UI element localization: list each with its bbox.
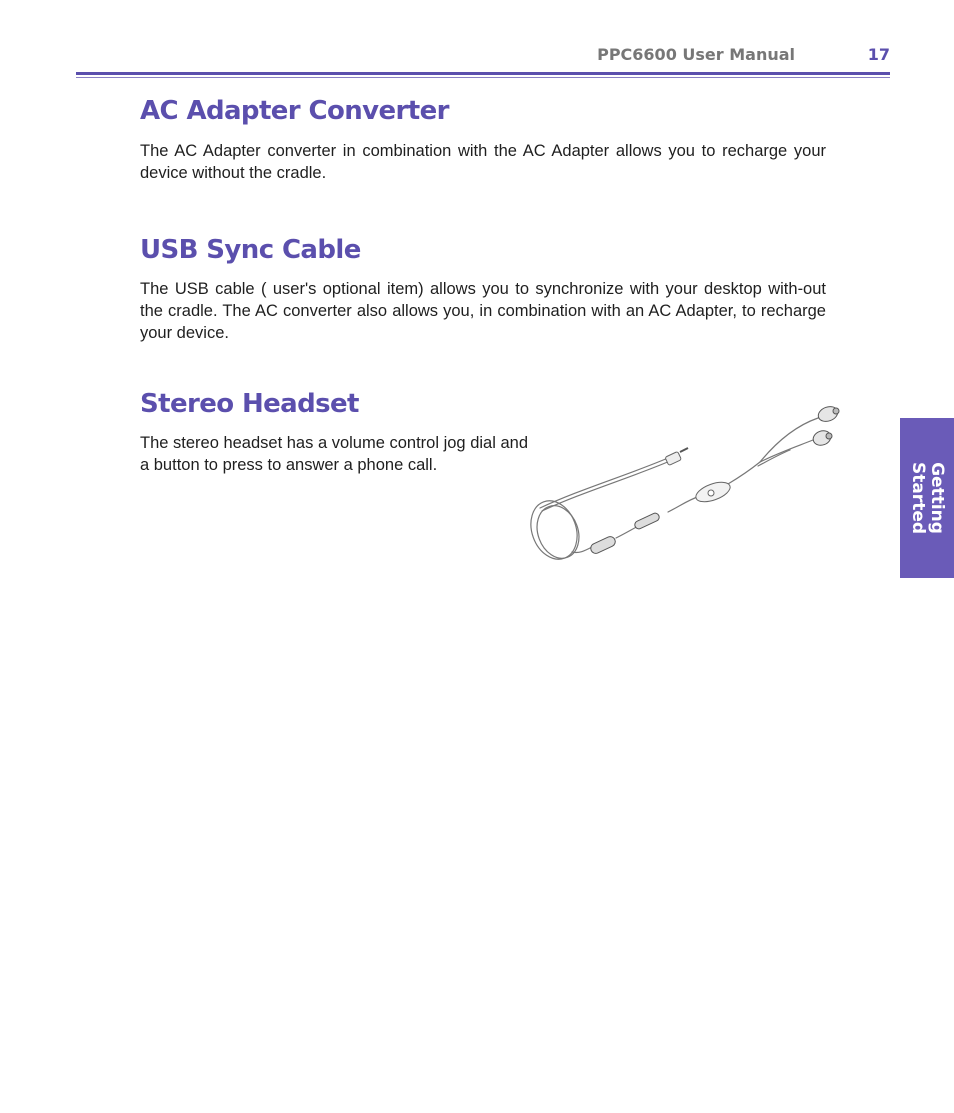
section-body-stereo-headset: The stereo headset has a volume control jog dial and a button to press to answer a phone call. (140, 434, 528, 474)
section-body-ac-adapter: The AC Adapter converter in combination with the AC Adapter allows you to recharge your device without the cradle. (140, 142, 826, 182)
header-rule (76, 72, 890, 75)
side-tab-label: Getting Started (908, 461, 947, 535)
header-rule-thin (76, 77, 890, 78)
section-heading-ac-adapter: AC Adapter Converter (140, 96, 449, 126)
manual-title: PPC6600 User Manual (597, 45, 795, 64)
stereo-headset-illustration (528, 400, 858, 568)
section-body-usb-sync: The USB cable ( user's optional item) allows you to synchronize with your desktop with-out the cradle. The AC converter also allows you, in combination with an AC Adapter, to recharge your device. (140, 280, 826, 342)
side-tab-getting-started (900, 418, 954, 578)
page-number: 17 (867, 45, 890, 64)
section-heading-usb-sync: USB Sync Cable (140, 235, 361, 265)
section-heading-stereo-headset: Stereo Headset (140, 389, 359, 419)
